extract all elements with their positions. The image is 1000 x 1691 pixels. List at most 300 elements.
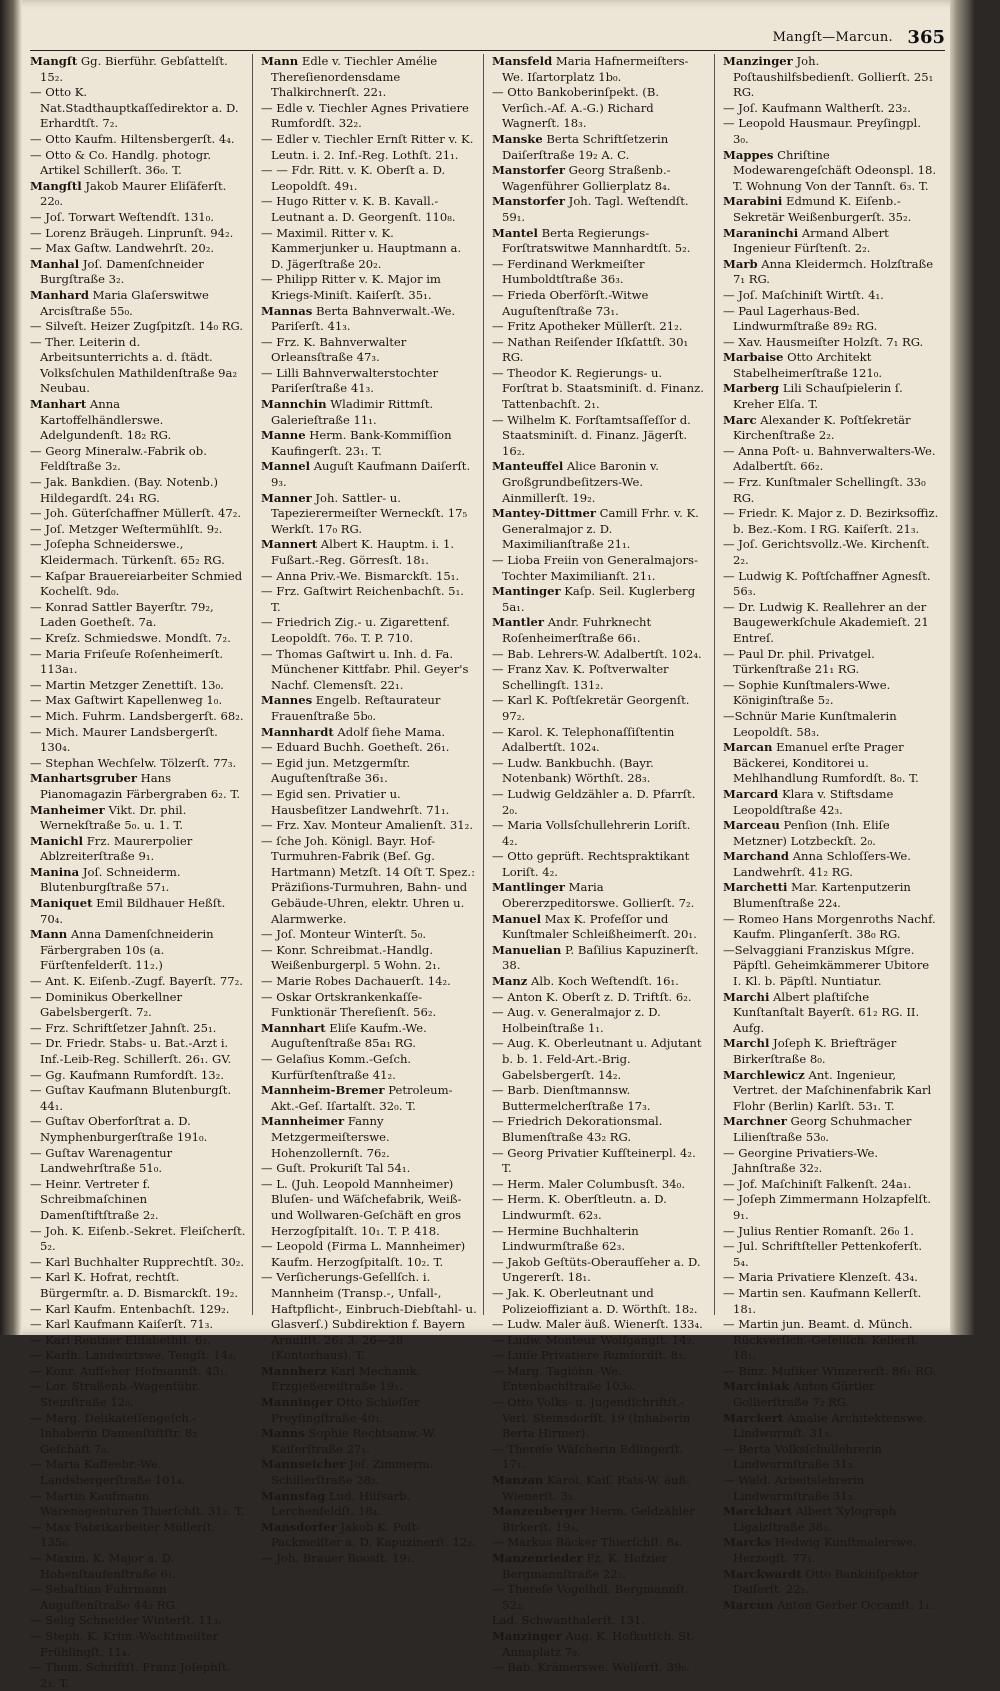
entry-surname: Manzenrieder xyxy=(492,1551,583,1565)
directory-entry xyxy=(30,1036,246,1067)
entry-text: — Martin Kaufmann Warenagenturen Thierſchſt. 31₂. T. xyxy=(30,1488,245,1519)
entry-text: — Joh. Brauer Boosſt. 19₁. xyxy=(261,1551,416,1565)
directory-entry xyxy=(30,1114,246,1145)
directory-entry xyxy=(30,475,246,506)
entry-text: — Nathan Reiſender Iſkſattſt. 30₁ RG. xyxy=(492,334,689,365)
entry-text: — Otto geprüft. Rechtspraktikant Loriſt. 4₂. xyxy=(492,849,690,879)
entry-text: Fz. K. Hofzier Bergmannſtraße 22₂. xyxy=(502,1551,668,1581)
directory-entry xyxy=(492,257,708,288)
directory-entry xyxy=(492,1660,708,1676)
directory-entry xyxy=(30,241,246,257)
entry-text: — Joh. K. Eiſenb.-Sekret. Fleiſcherſt. 5₂. xyxy=(30,1223,246,1254)
entry-text: — Ludwig Geldzähler a. D. Pfarrſt. 2₀. xyxy=(492,786,696,817)
entry-text: — Anna Priv.-We. Bismarckſt. 15₁. xyxy=(261,568,460,583)
entry-surname: Mannert xyxy=(261,537,318,552)
entry-text: — Friedrich Dekorationsmal. Blumenſtraße 43₂ RG. xyxy=(492,1114,663,1144)
directory-entry xyxy=(30,54,246,85)
entry-text: — Georg Mineralw.-Fabrik ob. Feldſtraße 3₂. xyxy=(30,443,207,474)
entry-text: Maria Glaſerswitwe Arcisſtraße 55₀. xyxy=(40,287,209,318)
directory-entry xyxy=(30,631,246,647)
column-1 xyxy=(30,54,253,1690)
directory-entry xyxy=(30,179,246,210)
entry-text: — Lioba Freiin von Generalmajors-Tochter Maximilianſt. 21₁. xyxy=(492,553,698,583)
directory-entry xyxy=(30,990,246,1021)
directory-entry xyxy=(723,288,939,304)
entry-text: Chriſtine Modewarengeſchäft Odeonspl. 18. T. Wohnung Von der Tannſt. 6₃. T. xyxy=(733,147,937,193)
directory-entry xyxy=(261,1395,477,1426)
entry-surname: Mannheimer xyxy=(261,1114,345,1129)
entry-text: — Kaſpar Brauereiarbeiter Schmied Kochelſt. 9d₀. xyxy=(30,568,243,599)
directory-entry xyxy=(30,1629,246,1660)
entry-text: — Lilli Bahnverwalterstochter Pariſerſtraße 41₃. xyxy=(261,365,439,396)
book-edge xyxy=(950,0,975,1335)
entry-text: — Otto & Co. Handlg. photogr. Artikel Schillerſt. 36₀. T. xyxy=(30,147,212,178)
directory-entry xyxy=(30,444,246,475)
page-binding-shadow xyxy=(0,0,22,1335)
entry-text: — Markus Bäcker Thierſchſt. 8₄. xyxy=(492,1535,683,1550)
entry-text: — Wilhelm K. Forſtamtsaſſeſſor d. Staatsminiſt. d. Finanz. Jägerſt. 16₂. xyxy=(492,412,691,458)
entry-text: — Guſt. Prokuriſt Tal 54₁. xyxy=(261,1161,411,1176)
entry-surname: Marckwardt xyxy=(723,1566,802,1581)
directory-entry xyxy=(723,1224,939,1240)
directory-entry xyxy=(492,1613,708,1629)
entry-text: — Philipp Ritter v. K. Major im Kriegs-Miniſt. Kaiſerſt. 35₁. xyxy=(261,272,441,302)
entry-text: Adolf ſiehe Mama. xyxy=(337,724,446,739)
directory-entry xyxy=(30,1457,246,1488)
entry-surname: Manninger xyxy=(261,1395,333,1410)
directory-entry xyxy=(30,335,246,397)
directory-entry xyxy=(30,693,246,709)
directory-entry xyxy=(492,615,708,646)
entry-surname: Marchi xyxy=(723,989,770,1004)
directory-entry xyxy=(492,288,708,319)
entry-surname: Manzenberger xyxy=(492,1504,587,1519)
entry-text: — Thomas Gaſtwirt u. Inh. d. Fa. Münchener Kittfabr. Phil. Geyer's Nachf. Clemensſt. 22₁. xyxy=(261,646,469,692)
entry-surname: Mannes xyxy=(261,693,313,708)
directory-entry xyxy=(492,1364,708,1395)
directory-entry xyxy=(492,1473,708,1504)
directory-entry xyxy=(261,459,477,490)
entry-surname: Mantler xyxy=(492,615,545,630)
entry-text: Karl Mechanik. Erzgießereiſtraße 19₁. xyxy=(271,1363,421,1394)
directory-entry xyxy=(30,1379,246,1410)
entry-surname: Mannel xyxy=(261,459,310,474)
entry-text: — Bab. Lehrers-W. Adalbertſt. 102₄. xyxy=(492,646,702,661)
entry-surname: Manhartsgruber xyxy=(30,771,137,786)
entry-surname: Manns xyxy=(261,1426,305,1441)
directory-entry xyxy=(492,1177,708,1193)
entry-surname: Mantinger xyxy=(492,584,561,599)
directory-entry xyxy=(30,834,246,865)
directory-entry xyxy=(492,990,708,1006)
directory-entry xyxy=(492,1333,708,1349)
running-head: Mangſt—Marcun. xyxy=(772,30,893,45)
entry-text: — Hermine Buchhalterin Lindwurmſtraße 62₃. xyxy=(492,1223,639,1254)
directory-entry xyxy=(30,1333,246,1349)
directory-entry xyxy=(30,85,246,132)
entry-text: Armand Albert Ingenieur Fürſtenſt. 2₂. xyxy=(733,225,889,256)
directory-entry xyxy=(492,1114,708,1145)
entry-text: — Guſtav Oberforſtrat a. D. Nymphenburgerſtraße 191₀. xyxy=(30,1114,208,1144)
directory-entry xyxy=(261,1239,477,1270)
directory-entry xyxy=(30,927,246,974)
directory-entry xyxy=(30,1021,246,1037)
directory-entry xyxy=(723,1192,939,1223)
directory-entry xyxy=(723,818,939,849)
entry-surname: Marberg xyxy=(723,381,780,396)
entry-surname: Manner xyxy=(261,490,312,505)
entry-text: — Gg. Kaufmann Rumfordſt. 13₂. xyxy=(30,1067,225,1082)
directory-entry xyxy=(261,1114,477,1161)
directory-entry xyxy=(492,163,708,194)
entry-surname: Marchetti xyxy=(723,880,788,895)
directory-entry xyxy=(261,725,477,741)
directory-entry xyxy=(492,818,708,849)
entry-text: — Theodor K. Regierungs- u. Forſtrat b. Staatsminiſt. d. Finanz. Tattenbachſt. 2₁. xyxy=(492,365,704,412)
directory-entry xyxy=(723,116,939,147)
entry-text: — Mich. Maurer Landsbergerſt. 130₄. xyxy=(30,724,218,755)
entry-text: — Thereſe Vogelhdl. Bergmannſt. 52₂. xyxy=(492,1582,689,1612)
entry-text: — Xav. Hausmeiſter Holzſt. 7₁ RG. xyxy=(723,334,924,349)
directory-entry xyxy=(30,522,246,538)
entry-text: — Maximil. Ritter v. K. Kammerjunker u. Hauptmann a. D. Jägerſtraße 20₂. xyxy=(261,225,462,271)
page-header xyxy=(30,27,945,51)
directory-entry xyxy=(261,1052,477,1083)
directory-entry xyxy=(492,1036,708,1083)
entry-text: — Egid sen. Privatier u. Hausbeſitzer Landwehrſt. 71₁. xyxy=(261,786,450,817)
directory-entry xyxy=(261,54,477,101)
entry-text: — Otto Bankoberinſpekt. (B. Verſich.-Af. A.-G.) Richard Wagnerſt. 18₃. xyxy=(492,85,660,131)
entry-surname: Marckhart xyxy=(723,1504,792,1519)
entry-surname: Marcun xyxy=(723,1597,774,1612)
entry-text: — Joſepha Schneiderswe., Kleidermach. Türkenſt. 65₂ RG. xyxy=(30,537,225,567)
directory-entry xyxy=(30,1348,246,1364)
entry-surname: Mannherz xyxy=(261,1363,327,1378)
directory-entry xyxy=(30,709,246,725)
directory-entry xyxy=(261,101,477,132)
entry-text: Anton Gerber Occamſt. 1₁. xyxy=(777,1597,934,1612)
directory-entry xyxy=(492,85,708,132)
entry-text: — Friedr. K. Major z. D. Bezirksoffiz. b. Bez.-Kom. I RG. Kaiſerſt. 21₃. xyxy=(723,506,939,536)
entry-surname: Marcard xyxy=(723,786,779,801)
entry-text: — Frz. K. Bahnverwalter Orleansſtraße 47₃. xyxy=(261,334,407,365)
entry-text: Max K. Profeſſor und Kunſtmaler Schleißheimerſt. 20₁. xyxy=(502,911,697,942)
directory-entry xyxy=(30,678,246,694)
entry-text: — Verſicherungs-Geſellſch. i. Mannheim (Transp.-, Unfall-, Haftpflicht-, Einbruch-Diebſtahl- u. Glasverſ.) Subdirektion f. Bayern Arnulfſt. 26₂ 3. 26—28 (Kontorhaus). T. xyxy=(261,1270,477,1363)
directory-entry xyxy=(261,1551,477,1567)
directory-entry xyxy=(30,210,246,226)
directory-entry xyxy=(30,1582,246,1613)
entry-surname: Manuel xyxy=(492,911,541,926)
directory-entry xyxy=(30,1364,246,1380)
directory-entry xyxy=(492,1629,708,1660)
directory-entry xyxy=(261,974,477,990)
entry-text: — Leopold Hausmaur. Preyſingpl. 3₀. xyxy=(723,116,921,146)
entry-text: — Leopold (Firma L. Mannheimer) Kaufm. Herzogſpitalſt. 10₂. T. xyxy=(261,1239,466,1269)
directory-entry xyxy=(30,725,246,756)
entry-surname: Marchand xyxy=(723,849,789,864)
entry-text: — Jakob Geſtüts-Oberaufſeher a. D. Ungererſt. 18₁. xyxy=(492,1254,701,1285)
entry-text: — Frz. Xav. Monteur Amalienſt. 31₂. xyxy=(261,818,474,833)
directory-entry xyxy=(261,304,477,335)
entry-text: — Thom. Schriftſt. Franz Joſephſt. 2₃. T. xyxy=(30,1660,231,1690)
directory-entry xyxy=(723,413,939,444)
directory-entry xyxy=(492,756,708,787)
entry-text: — Maria Kaffeebr.-We. Landsbergerſtraße 101₄. xyxy=(30,1457,186,1488)
entry-text: — Luiſe Privatiere Rumfordſt. 8₃. xyxy=(492,1348,687,1363)
directory-entry xyxy=(723,148,939,195)
entry-surname: Mann xyxy=(261,54,299,68)
directory-entry xyxy=(30,1255,246,1271)
entry-text: P. Baſilius Kapuzinerſt. 38. xyxy=(502,942,699,973)
directory-entry xyxy=(723,1286,939,1317)
entry-text: — Silveſt. Heizer Zugſpitzſt. 14₀ RG. xyxy=(30,319,244,334)
entry-text: Joſ. Zimmerm. Schillerſtraße 28₂. xyxy=(271,1457,434,1488)
entry-surname: Manne xyxy=(261,428,306,443)
directory-entry xyxy=(492,662,708,693)
directory-entry xyxy=(261,335,477,366)
directory-entry xyxy=(723,740,939,787)
directory-entry xyxy=(261,1083,477,1114)
entry-text: Joh. Tagl. Weſtendſt. 59₁. xyxy=(502,194,689,224)
entry-surname: Manheimer xyxy=(30,802,105,817)
directory-entry xyxy=(492,319,708,335)
entry-text: — Barb. Dienſtmannsw. Buttermelcherſtraße 17₃. xyxy=(492,1083,651,1113)
directory-entry xyxy=(30,974,246,990)
entry-text: — Max Gaſtw. Landwehrſt. 20₂. xyxy=(30,241,215,256)
directory-entry xyxy=(261,584,477,615)
directory-entry xyxy=(492,335,708,366)
entry-text: — Jul. Schriftſteller Pettenkoferſt. 5₄. xyxy=(723,1239,923,1269)
directory-entry xyxy=(723,1598,939,1614)
entry-text: — Anna Poſt- u. Bahnverwalters-We. Adalbertſt. 66₂. xyxy=(723,443,936,474)
directory-entry xyxy=(492,1255,708,1286)
entry-text: Klara v. Stiftsdame Leopoldſtraße 42₃. xyxy=(733,786,894,817)
directory-entry xyxy=(261,1457,477,1488)
directory-entry xyxy=(492,725,708,756)
entry-text: — Frz. Schriftſetzer Jahnſt. 25₁. xyxy=(30,1020,217,1035)
entry-text: — L. (Juh. Leopold Mannheimer) Bluſen- und Wäſchefabrik, Weiß- und Wollwaren-Geſchäft en gros Herzogſpitalſt. 10₁. T. P. 418. xyxy=(261,1176,462,1238)
directory-entry xyxy=(261,756,477,787)
entry-text: — Karlh. Landwirtswe. Tengſt. 14₂. xyxy=(30,1348,237,1363)
entry-surname: Marb xyxy=(723,256,758,271)
entry-text: — Franz Xav. K. Poſtverwalter Schellingſt. 131₂. xyxy=(492,662,669,692)
page-number: 365 xyxy=(907,27,945,48)
directory-entry xyxy=(30,1083,246,1114)
directory-entry xyxy=(30,226,246,242)
entry-surname: Mannsfag xyxy=(261,1488,326,1503)
entry-text: — Aug. v. Generalmajor z. D. Holbeinſtraße 1₁. xyxy=(492,1005,661,1035)
entry-text: — Kreſz. Schmiedswe. Mondſt. 7₂. xyxy=(30,630,231,645)
directory-entry xyxy=(30,1489,246,1520)
entry-text: — Karl Rentner Eliſabethſt. 6₂. xyxy=(30,1332,211,1347)
directory-entry xyxy=(723,1068,939,1115)
entry-text: Otto Bankinſpektor Daiſerſt. 22₂. xyxy=(733,1566,919,1597)
entry-text: — Otto Kaufm. Hiltensbergerſt. 4₄. xyxy=(30,131,235,146)
entry-text: — Edle v. Tiechler Agnes Privatiere Rumfordſt. 32₂. xyxy=(261,100,469,131)
directory-entry xyxy=(723,335,939,351)
entry-text: — Dominikus Oberkellner Gabelsbergerſt. 7₂. xyxy=(30,989,183,1020)
entry-text: — Eduard Buchh. Goetheſt. 26₁. xyxy=(261,740,450,755)
entry-text: Jakob Maurer Eliſäferſt. 22₀. xyxy=(40,178,227,209)
directory-entry xyxy=(492,1192,708,1223)
entry-text: — Anton K. Oberſt z. D. Triftſt. 6₂. xyxy=(492,989,692,1004)
directory-entry xyxy=(261,740,477,756)
directory-entry xyxy=(261,834,477,928)
directory-entry xyxy=(723,1411,939,1442)
entry-text: Vikt. Dr. phil. Wernekſtraße 5₀. u. 1. T. xyxy=(40,802,187,833)
entry-surname: Marciniak xyxy=(723,1379,790,1394)
entry-text: Emil Bildhauer Heßſt. 70₄. xyxy=(40,896,226,926)
directory-entry xyxy=(723,1036,939,1067)
entry-text: — Joſ. Kaufmann Waltherſt. 23₂. xyxy=(723,100,911,115)
directory-entry xyxy=(723,1146,939,1177)
directory-entry xyxy=(723,1504,939,1535)
directory-entry xyxy=(30,803,246,834)
directory-entry xyxy=(30,1270,246,1301)
entry-text: — Karl Kaufm. Entenbachſt. 129₂. xyxy=(30,1301,230,1316)
entry-text: — Ludw. Maler äuß. Wienerſt. 133₄. xyxy=(492,1317,703,1332)
directory-entry xyxy=(492,880,708,911)
directory-entry xyxy=(261,1426,477,1457)
entry-surname: Manstorfer xyxy=(492,194,565,209)
directory-entry xyxy=(261,132,477,163)
entry-text: Otto Architekt Stabelheimerſtraße 121₀. xyxy=(733,350,883,380)
entry-surname: Mantlinger xyxy=(492,880,565,895)
entry-text: Kaſp. Seil. Kuglerberg 5a₁. xyxy=(502,584,696,614)
entry-text: — Stephan Wechſelw. Tölzerſt. 77₃. xyxy=(30,755,237,770)
entry-text: — Paul Dr. phil. Privatgel. Türkenſtraße 21₁ RG. xyxy=(723,646,875,677)
directory-entry xyxy=(723,350,939,381)
entry-surname: Manstorfer xyxy=(492,163,565,178)
directory-entry xyxy=(30,1302,246,1318)
directory-entry xyxy=(492,54,708,85)
entry-text: Lad. Schwanthalerſt. 131. xyxy=(492,1613,645,1628)
entry-text: Anna Damenſchneiderin Färbergraben 10s (a. Fürſtenfelderſt. 11₂.) xyxy=(40,927,214,973)
directory-entry xyxy=(30,397,246,444)
directory-entry xyxy=(30,771,246,802)
entry-surname: Mansfeld xyxy=(492,54,553,68)
directory-entry xyxy=(492,194,708,225)
directory-entry xyxy=(30,506,246,522)
entry-text: — Joſ. Gerichtsvollz.-We. Kirchenſt. 2₂. xyxy=(723,537,930,567)
entry-surname: Mannseicher xyxy=(261,1457,346,1472)
entry-text: Georg Straßenb.-Wagenführer Gollierplatz 8₄. xyxy=(502,163,671,193)
column-4 xyxy=(723,54,945,1612)
directory-entry xyxy=(30,1068,246,1084)
entry-text: — Konr. Aufſeher Hofmannſt. 43₁. xyxy=(30,1363,229,1378)
entry-text: Auguſt Kaufmann Daiſerſt. 9₃. xyxy=(271,459,471,490)
entry-text: — Karl K. Hofrat, rechtſt. Bürgermſtr. a. D. Bismarckſt. 19₂. xyxy=(30,1270,239,1300)
directory-entry xyxy=(261,1270,477,1364)
entry-surname: Marbaise xyxy=(723,350,784,365)
entry-text: Maria Obererzpeditorswe. Gollierſt. 7₂. xyxy=(502,880,695,911)
entry-text: — Mich. Fuhrm. Landsbergerſt. 68₂. xyxy=(30,708,244,723)
entry-surname: Manzinger xyxy=(723,54,793,68)
directory-entry xyxy=(723,194,939,225)
directory-entry xyxy=(261,943,477,974)
directory-entry xyxy=(261,1161,477,1177)
entry-text: Lud. Hilfsarb. Lerchenfeldſt. 18₄. xyxy=(271,1488,411,1519)
entry-text: — Ludw. Bankbuchh. (Bayr. Notenbank) Wörthſt. 28₃. xyxy=(492,755,654,786)
entry-text: — Frz. Kunſtmaler Schellingſt. 33₀ RG. xyxy=(723,475,926,505)
entry-surname: Manzan xyxy=(492,1473,544,1488)
directory-entry xyxy=(723,1270,939,1286)
entry-text: Frz. Maurerpolier Ablzreiterſtraße 9₁. xyxy=(40,833,193,864)
column-2 xyxy=(261,54,484,1565)
directory-entry xyxy=(30,1551,246,1582)
entry-text: — Joh. Güterſchaffner Müllerſt. 47₂. xyxy=(30,506,242,521)
entry-surname: Mantel xyxy=(492,225,538,240)
entry-surname: Mantey-Dittmer xyxy=(492,506,596,521)
directory-entry xyxy=(723,226,939,257)
entry-text: — Berta Volksſchullehrerin Lindwurmſtraße 31₃. xyxy=(723,1441,883,1472)
directory-entry xyxy=(261,366,477,397)
directory-entry xyxy=(261,194,477,225)
entry-text: — Gelaſius Komm.-Geſch. Kurfürſtenſtraße 41₂. xyxy=(261,1052,412,1082)
entry-text: — Edler v. Tiechler Ernſt Ritter v. K. Leutn. i. 2. Inf.-Reg. Lothſt. 21₁. xyxy=(261,131,474,162)
directory-entry xyxy=(492,849,708,880)
entry-text: — Joſ. Torwart Weſtendſt. 131₀. xyxy=(30,209,214,224)
entry-text: Wladimir Rittmſt. Galerieſtraße 11₁. xyxy=(271,397,434,427)
entry-text: Andr. Fuhrknecht Roſenheimerſtraße 66₁. xyxy=(502,615,652,645)
directory-entry xyxy=(492,943,708,974)
entry-text: Otto Schloſſer Preyſingſtraße 40₁. xyxy=(271,1395,420,1425)
directory-entry xyxy=(492,1005,708,1036)
directory-entry xyxy=(723,880,939,911)
entry-text: Lili Schauſpielerin ſ. Kreher Elſa. T. xyxy=(733,381,903,412)
entry-text: Georg Schuhmacher Lilienſtraße 53₀. xyxy=(733,1114,912,1144)
entry-text: Albert K. Hauptm. i. 1. Fußart.-Reg. Görresſt. 18₁. xyxy=(271,537,455,567)
directory-entry xyxy=(30,1660,246,1691)
entry-text: — Martin sen. Kaufmann Kellerſt. 18₁. xyxy=(723,1285,922,1316)
entry-surname: Marceau xyxy=(723,818,780,833)
directory-entry xyxy=(261,647,477,694)
directory-entry xyxy=(30,1177,246,1224)
entry-text: — Maria Friſeuſe Roſenheimerſt. 113a₁. xyxy=(30,646,224,677)
directory-entry xyxy=(261,990,477,1021)
entry-surname: Mansdorfer xyxy=(261,1519,337,1534)
entry-text: — Marg. Delikateſſengeſch.-Inhaberin Damenſtiftſtr. 8₂ Geſchäft 7₀. xyxy=(30,1410,197,1456)
entry-text: Karol. Kaiſ. Rats-W. äuß. Wienerſt. 3₃. xyxy=(502,1473,690,1503)
entry-text: — Max Fabrikarbeiter Müllerſt. 135₀. xyxy=(30,1519,216,1550)
directory-entry xyxy=(492,459,708,506)
entry-text: — Egid jun. Metzgermſtr. Auguſtenſtraße 36₁. xyxy=(261,755,411,786)
directory-entry xyxy=(261,1021,477,1052)
entry-text: — Marie Robes Dachauerſt. 14₂. xyxy=(261,974,451,989)
entry-surname: Manuelian xyxy=(492,942,562,957)
entry-text: — Paul Lagerhaus-Bed. Lindwurmſtraße 89₂ RG. xyxy=(723,303,878,334)
directory-entry xyxy=(723,600,939,647)
directory-entry xyxy=(261,927,477,943)
entry-text: — Martin Metzger Zenettiſt. 13₀. xyxy=(30,677,224,692)
entry-text: Albert Xylograph Ligalzſtraße 38₂. xyxy=(733,1504,897,1534)
entry-text: Maria Hafnermeiſters-We. Iſartorplatz 1b₀. xyxy=(502,54,689,84)
directory-entry xyxy=(261,226,477,273)
directory-entry xyxy=(30,1224,246,1255)
directory-entry xyxy=(723,569,939,600)
entry-surname: Mappes xyxy=(723,147,774,162)
entry-text: — Wald. Arbeitslehrerin Lindwurmſtraße 31₃. xyxy=(723,1473,865,1503)
entry-text: — Fritz Apotheker Müllerſt. 21₂. xyxy=(492,319,683,334)
directory-entry xyxy=(30,257,246,288)
directory-entry xyxy=(261,163,477,194)
directory-entry xyxy=(723,1114,939,1145)
entry-text: — Dr. Friedr. Stabs- u. Bat.-Arzt i. Inf.-Leib-Reg. Schillerſt. 26₁. GV. xyxy=(30,1036,232,1066)
entry-surname: Marchner xyxy=(723,1114,787,1129)
entry-text: — Ferdinand Werkmeiſter Humboldtſtraße 36₃. xyxy=(492,256,645,287)
entry-text: Gg. Bierführ. Gebſattelſt. 15₂. xyxy=(40,54,228,84)
